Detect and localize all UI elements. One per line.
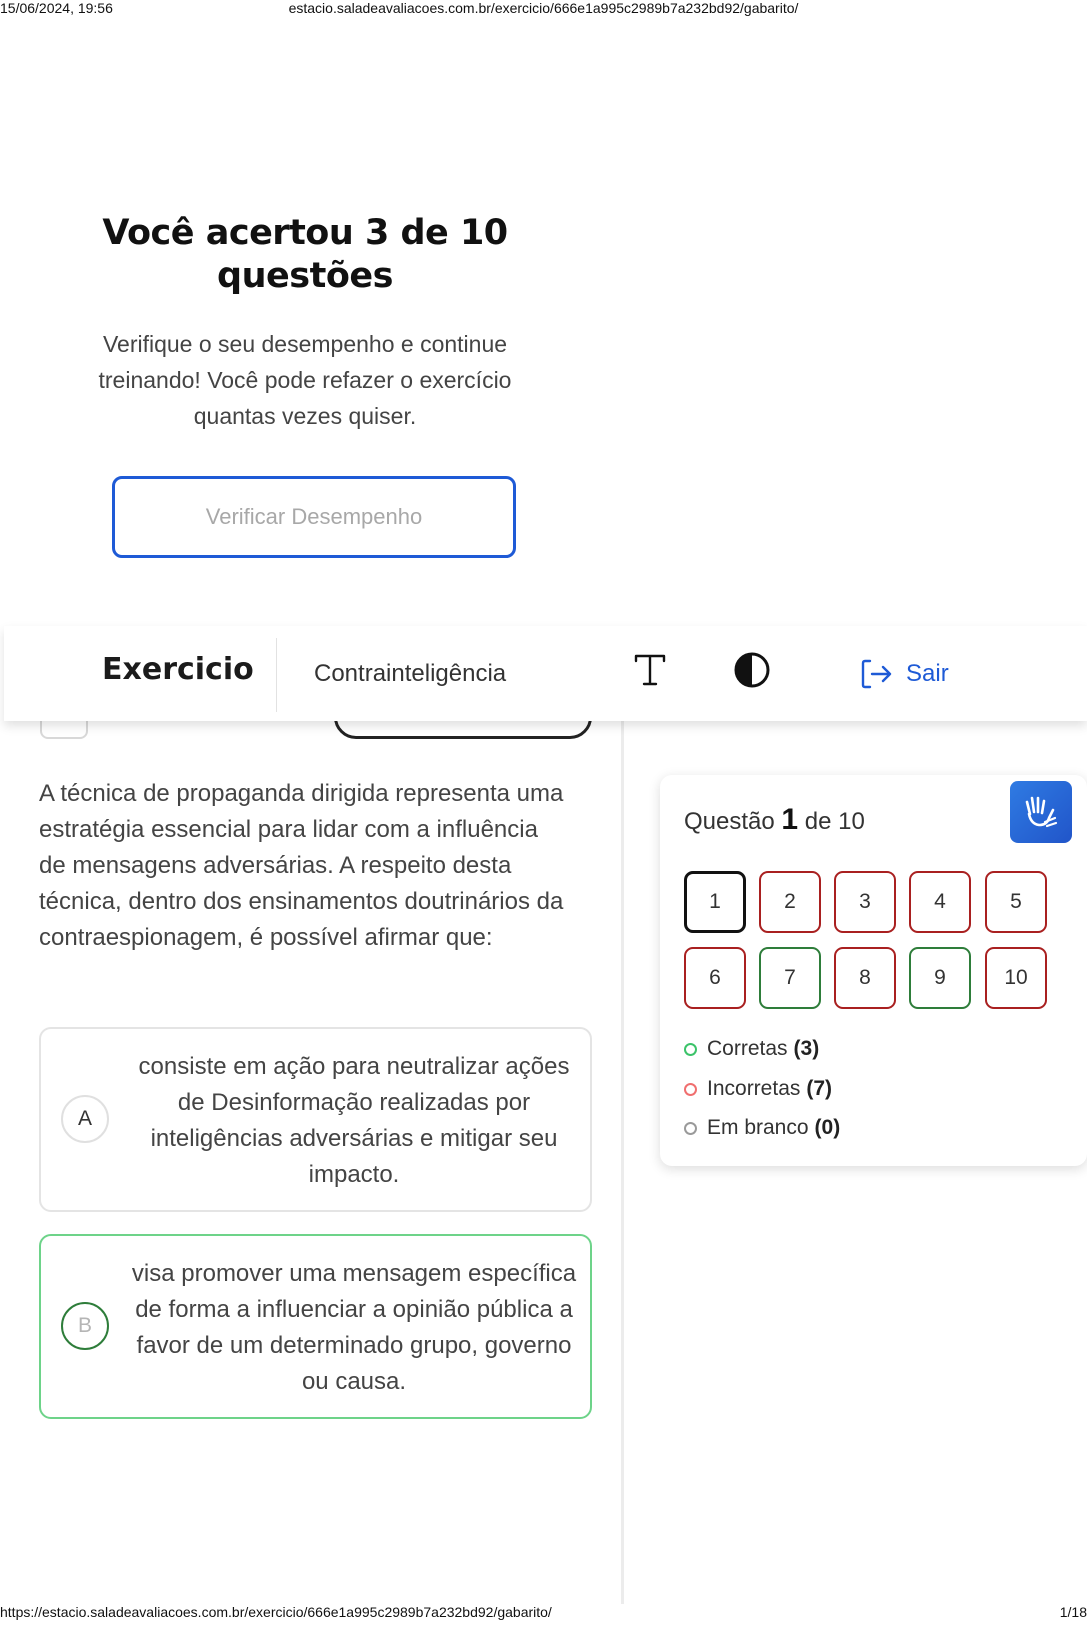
text-size-icon[interactable]: [632, 650, 668, 690]
legend-blank-count: (0): [814, 1116, 841, 1139]
option-text: consiste em ação para neutralizar ações de Desinformação realizadas por inteligências adversárias e mitigar seu impacto.: [138, 1053, 570, 1188]
exit-button[interactable]: [860, 654, 949, 694]
print-footer: [0, 1604, 1087, 1624]
question-10-button[interactable]: 10: [985, 947, 1047, 1009]
question-navigator: [660, 775, 1087, 1166]
option-a[interactable]: [39, 1027, 592, 1212]
legend-incorrect-count: (7): [806, 1077, 833, 1100]
blank-dot-icon: [684, 1122, 697, 1135]
logout-icon: [860, 658, 894, 690]
question-counter: [684, 803, 865, 837]
question-text: A técnica de propaganda dirigida representa uma estratégia essencial para lidar com a influência de mensagens adversárias. A respeito desta técnica, dentro dos ensinamentos doutrinários da contraespionagem, é possível afirmar que:: [39, 780, 564, 951]
correct-dot-icon: [684, 1043, 697, 1056]
sign-language-button[interactable]: [1010, 781, 1072, 843]
question-5-button[interactable]: 5: [985, 871, 1047, 933]
question-counter-prefix: Questão: [684, 808, 775, 835]
question-2-button[interactable]: 2: [759, 871, 821, 933]
option-letter: A: [61, 1095, 109, 1143]
question-8-button[interactable]: 8: [834, 947, 896, 1009]
contrast-icon[interactable]: [732, 650, 772, 690]
toolbar-title: Exercicio: [102, 652, 254, 687]
question-1-button[interactable]: 1: [684, 871, 746, 933]
result-summary: [60, 212, 550, 434]
option-text: visa promover uma mensagem específica de forma a influenciar a opinião pública a favor de um determinado grupo, governo ou causa.: [131, 1260, 577, 1395]
option-b[interactable]: [39, 1234, 592, 1419]
question-9-button[interactable]: 9: [909, 947, 971, 1009]
legend-correct-label: Corretas: [707, 1037, 788, 1060]
print-datetime: 15/06/2024, 19:56: [0, 0, 113, 16]
verify-performance-button[interactable]: Verificar Desempenho: [112, 476, 516, 558]
print-footer-url: https://estacio.saladeavaliacoes.com.br/exercicio/666e1a995c2989b7a232bd92/gabarito/: [0, 1604, 552, 1620]
question-panel: [4, 721, 624, 1604]
result-title: Você acertou 3 de 10 questões: [102, 213, 508, 296]
legend-blank: [684, 1116, 1064, 1140]
exercise-subject: Contrainteligência: [314, 660, 507, 687]
legend-incorrect-label: Incorretas: [707, 1077, 801, 1100]
question-3-button[interactable]: 3: [834, 871, 896, 933]
print-header: [0, 0, 1087, 20]
print-page-number: 1/18: [1059, 1604, 1087, 1620]
exit-label: Sair: [906, 660, 949, 687]
legend-correct-count: (3): [793, 1037, 820, 1060]
toolbar-divider: [276, 638, 277, 712]
print-url: estacio.saladeavaliacoes.com.br/exercicio/666e1a995c2989b7a232bd92/gabarito/: [288, 0, 799, 16]
question-counter-current: 1: [781, 803, 799, 836]
legend-correct: [684, 1037, 1064, 1061]
legend-incorrect: [684, 1077, 1064, 1101]
question-6-button[interactable]: 6: [684, 947, 746, 1009]
result-description: Verifique o seu desempenho e continue treinando! Você pode refazer o exercício quantas vezes quiser.: [98, 331, 512, 429]
sign-language-icon: [1021, 792, 1061, 832]
question-7-button[interactable]: 7: [759, 947, 821, 1009]
question-4-button[interactable]: 4: [909, 871, 971, 933]
legend-blank-label: Em branco: [707, 1116, 809, 1139]
option-letter: B: [61, 1302, 109, 1350]
exercise-toolbar: [4, 626, 1087, 721]
question-counter-suffix: de 10: [804, 808, 865, 835]
incorrect-dot-icon: [684, 1083, 697, 1096]
